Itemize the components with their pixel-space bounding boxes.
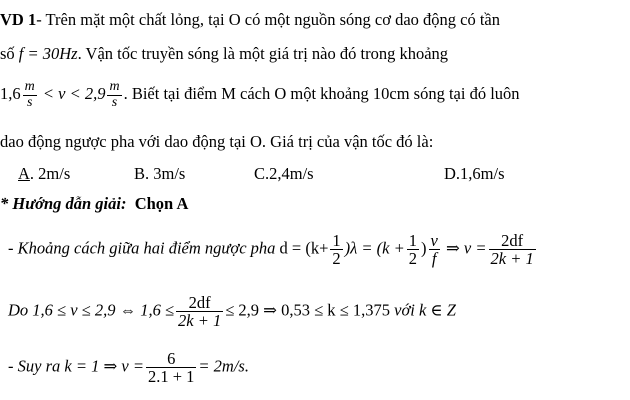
unit-fraction-1 [23, 80, 37, 110]
half-den-1: 2 [332, 249, 341, 269]
v-over-f-fraction [429, 232, 440, 268]
solution-step-1 [8, 232, 538, 268]
option-b[interactable] [134, 164, 185, 184]
solution-heading: * Hướng dẫn giải: [0, 194, 127, 213]
inequality-fraction [176, 294, 223, 330]
problem-text-3: . Biết tại điểm M cách O một khoảng 10cm sóng tại đó luôn [123, 83, 520, 103]
option-a-letter: A [18, 164, 30, 183]
option-c-text: C.2,4m/s [254, 164, 314, 183]
problem-text-4: dao động ngược pha với dao động tại O. Giá trị của vận tốc đó là: [0, 132, 434, 151]
option-d[interactable] [444, 164, 505, 184]
solution-step-3 [8, 350, 249, 386]
step2-b: ≤ 2,9 ⇒ 0,53 ≤ k ≤ 1,375 [225, 300, 390, 320]
velocity-den: 2k + 1 [490, 249, 534, 269]
problem-line-2 [0, 46, 448, 63]
problem-text-2b: . Vận tốc truyền sóng là một giá trị nào đó trong khoảng [77, 44, 449, 63]
half-den-2: 2 [408, 249, 417, 269]
frequency-formula: f = 30Hz [18, 44, 78, 63]
step2-a: Do 1,6 ≤ v ≤ 2,9 ⇔ 1,6 ≤ [8, 300, 175, 320]
solution-step-2 [8, 294, 456, 330]
half-num-2: 1 [408, 231, 417, 250]
step1-d: ⇒ v = [441, 238, 487, 258]
f-den: f [431, 249, 437, 269]
solution-answer: Chọn A [134, 194, 189, 213]
step1-a: d = (k+ [279, 238, 329, 258]
option-b-text: B. 3m/s [134, 164, 186, 183]
half-fraction-1 [330, 232, 342, 268]
velocity-num: 2df [489, 232, 536, 250]
solution-heading-line [0, 196, 188, 213]
result-den: 2.1 + 1 [147, 367, 195, 387]
unit-num-2: m [109, 79, 120, 94]
half-num-1: 1 [332, 231, 341, 250]
range-mid: < v < 2,9 [38, 83, 106, 103]
problem-label: VD 1 [0, 10, 37, 29]
v-num: v [430, 231, 438, 250]
step1-b: )λ = (k + [344, 238, 405, 258]
range-low: 1,6 [0, 83, 21, 103]
unit-den-1: s [26, 94, 33, 110]
velocity-fraction [489, 232, 536, 268]
problem-text-2a: số [0, 44, 19, 63]
problem-line-1 [0, 12, 500, 29]
half-fraction-2 [407, 232, 419, 268]
inequality-num: 2df [176, 294, 223, 312]
problem-text-1: - Trên mặt một chất lỏng, tại O có một nguồn sóng cơ dao động có tần [36, 10, 501, 29]
step1-c: ) [421, 238, 427, 258]
unit-fraction-2 [107, 80, 121, 110]
unit-den-2: s [111, 94, 118, 110]
problem-line-4 [0, 134, 433, 151]
step3-b: = 2m/s. [198, 356, 249, 376]
option-d-text: D.1,6m/s [444, 164, 505, 183]
inequality-den: 2k + 1 [178, 311, 222, 331]
result-num: 6 [146, 350, 196, 368]
unit-num-1: m [24, 79, 35, 94]
option-a[interactable] [18, 164, 70, 184]
step3-a: - Suy ra k = 1 ⇒ v = [8, 356, 144, 376]
result-fraction [146, 350, 196, 386]
problem-line-3 [0, 80, 520, 110]
step2-c: với k ∈ Z [390, 300, 456, 320]
step1-text: - Khoảng cách giữa hai điểm ngược pha [8, 238, 280, 258]
option-a-text: . 2m/s [29, 164, 71, 183]
option-c[interactable] [254, 164, 314, 184]
